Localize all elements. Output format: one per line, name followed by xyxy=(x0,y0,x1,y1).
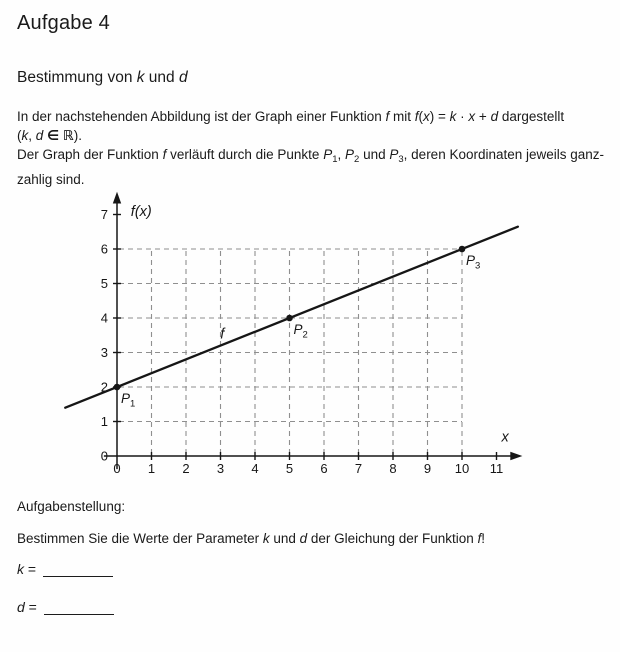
x-tick-label: 8 xyxy=(389,461,397,476)
x-axis-arrow xyxy=(510,452,522,460)
point-label-P1: $P_1$ xyxy=(121,391,136,410)
intro-line-4: zahlig sind. xyxy=(17,171,85,187)
function-graph-svg xyxy=(57,188,527,483)
y-tick-label: 5 xyxy=(100,276,108,291)
x-tick-label: 11 xyxy=(489,461,504,476)
section-subtitle: Bestimmung von k und d xyxy=(17,69,188,86)
task-text: Bestimmen Sie die Werte der Parameter k und d der Gleichung der Funktion f! xyxy=(17,531,486,546)
x-tick-label: 6 xyxy=(320,461,328,476)
answer-row-d xyxy=(17,599,114,615)
intro-line-2: (k, d ∈ ℝ). xyxy=(17,128,82,144)
data-point-P2 xyxy=(286,315,293,322)
task-heading: Aufgabenstellung: xyxy=(17,499,126,514)
page-title: Aufgabe 4 xyxy=(17,12,110,34)
y-tick-label: 6 xyxy=(100,241,108,257)
y-tick-label: 7 xyxy=(100,207,108,222)
x-tick-label: 7 xyxy=(354,461,363,476)
data-point-P3 xyxy=(459,246,466,253)
intro-line-3: Der Graph der Funktion f verläuft durch die Punkte $P_1$, $P_2$ und $P_3$, deren Koordinaten jeweils ganz- xyxy=(17,147,605,166)
x-axis-label: x xyxy=(501,429,509,446)
x-tick-label: 9 xyxy=(423,461,432,476)
answer-label-k: k = xyxy=(17,561,37,577)
point-label-P2: $P_2$ xyxy=(293,322,308,341)
x-tick-label: 5 xyxy=(285,461,294,476)
x-tick-label: 2 xyxy=(182,461,190,476)
data-point-P1 xyxy=(114,384,121,391)
x-tick-label: 0 xyxy=(113,461,121,476)
answer-blank-k[interactable] xyxy=(43,564,113,577)
y-tick-label: 4 xyxy=(100,310,108,326)
function-graph xyxy=(57,188,527,483)
y-tick-label: 2 xyxy=(100,379,108,395)
x-tick-label: 10 xyxy=(454,461,470,476)
answer-row-k xyxy=(17,561,113,577)
y-axis-label: f(x) xyxy=(130,204,152,221)
intro-paragraph xyxy=(17,107,613,189)
x-tick-label: 1 xyxy=(147,461,156,476)
x-tick-label: 3 xyxy=(216,461,225,476)
function-label: f xyxy=(220,326,225,343)
y-axis-arrow xyxy=(113,192,121,204)
intro-line-1: In der nachstehenden Abbildung ist der Graph einer Funktion f mit f(x) = k · x + d dargestellt xyxy=(17,109,565,124)
point-label-P3: $P_3$ xyxy=(466,253,481,272)
y-tick-label: 3 xyxy=(100,345,108,360)
answer-label-d: d = xyxy=(17,599,37,615)
y-tick-label: 1 xyxy=(100,414,108,429)
answer-blank-d[interactable] xyxy=(44,602,114,615)
y-tick-label: 0 xyxy=(100,448,108,464)
x-tick-label: 4 xyxy=(251,461,259,476)
